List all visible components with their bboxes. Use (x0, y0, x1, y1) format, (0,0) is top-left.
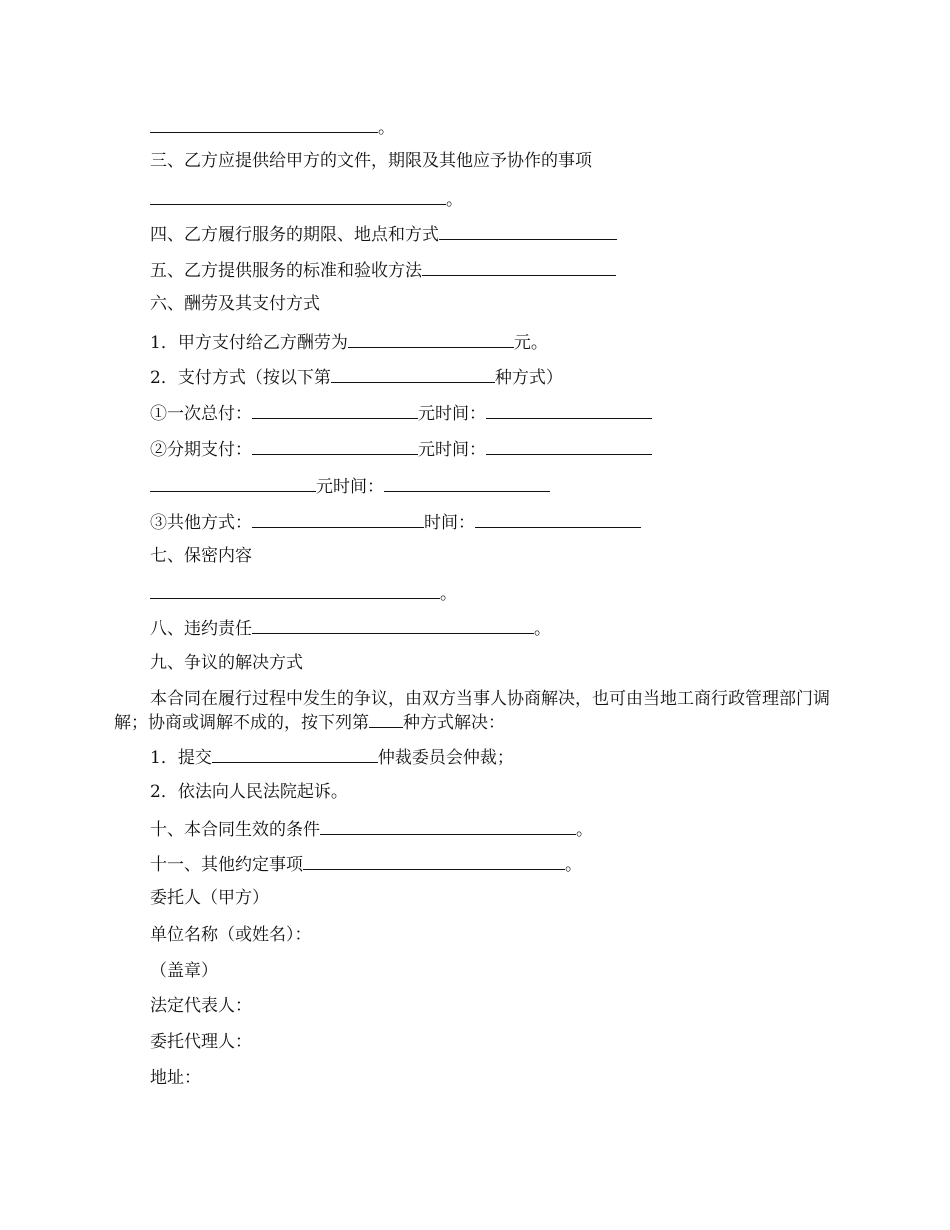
unit-name-label: 单位名称（或姓名）： (150, 925, 312, 945)
period: 。 (378, 118, 395, 138)
clause-11-label: 十一、其他约定事项 (150, 855, 303, 875)
option-label: ②分期支付： (150, 440, 252, 460)
fill-in-blank[interactable] (331, 365, 495, 383)
legal-representative-label: 法定代表人： (150, 996, 252, 1016)
clause-5-label: 五、乙方提供服务的标准和验收方法 (150, 261, 422, 281)
option-time-label: 元时间： (316, 477, 384, 497)
authorized-agent-label: 委托代理人： (150, 1032, 252, 1052)
payment-option-2-continued (150, 474, 550, 498)
period: 。 (446, 190, 463, 210)
fill-in-blank[interactable] (150, 115, 378, 133)
period: 。 (565, 855, 582, 875)
payment-option-2 (150, 437, 652, 461)
fill-in-blank[interactable] (320, 817, 576, 835)
period: 。 (576, 820, 593, 840)
period: 。 (534, 619, 551, 639)
clause-9-paragraph (114, 688, 844, 734)
clause-4-label: 四、乙方履行服务的期限、地点和方式 (150, 225, 439, 245)
clause-8-label: 八、违约责任 (150, 619, 252, 639)
clause-8 (150, 616, 551, 640)
item-label: 2．支付方式（按以下第 (150, 368, 331, 388)
paragraph-text: 本合同在履行过程中发生的争议，由双方当事人协商解决，也可由当地工商行政管理部门调解；协商或调解不成的，按下列第 (114, 689, 830, 733)
fill-in-blank[interactable] (150, 187, 446, 205)
payment-option-1 (150, 401, 652, 425)
item-suffix: 仲裁委员会仲裁； (377, 748, 514, 768)
address-label: 地址： (150, 1068, 201, 1088)
clause-9-item-2: 2．依法向人民法院起诉。 (150, 782, 348, 802)
item-suffix: 元。 (513, 333, 548, 353)
option-label: ①一次总付： (150, 404, 252, 424)
fill-in-blank[interactable] (475, 510, 641, 528)
fill-in-blank[interactable] (252, 510, 424, 528)
fill-in-blank[interactable] (348, 330, 514, 348)
blank-line-continuation (150, 115, 395, 139)
fill-in-blank[interactable] (369, 710, 403, 728)
clause-9-item-1 (150, 745, 514, 769)
item-label: 1．甲方支付给乙方酬劳为 (150, 333, 348, 353)
fill-in-blank[interactable] (486, 437, 652, 455)
option-time-label: 时间： (424, 513, 475, 533)
fill-in-blank[interactable] (422, 258, 616, 276)
clause-6-item-1 (150, 330, 548, 354)
fill-in-blank[interactable] (150, 581, 440, 599)
clause-4 (150, 222, 617, 246)
clause-7-blank-line (150, 581, 457, 605)
fill-in-blank[interactable] (252, 437, 418, 455)
clause-10 (150, 817, 593, 841)
payment-option-3 (150, 510, 641, 534)
clause-9-heading: 九、争议的解决方式 (150, 653, 303, 673)
clause-6-heading: 六、酬劳及其支付方式 (150, 294, 320, 314)
fill-in-blank[interactable] (212, 745, 378, 763)
option-label: ③共他方式： (150, 513, 252, 533)
clause-10-label: 十、本合同生效的条件 (150, 820, 320, 840)
fill-in-blank[interactable] (150, 474, 316, 492)
fill-in-blank[interactable] (303, 852, 565, 870)
item-suffix: 种方式） (494, 368, 563, 388)
clause-6-item-2 (150, 365, 563, 389)
fill-in-blank[interactable] (439, 222, 617, 240)
clause-3-heading: 三、乙方应提供给甲方的文件，期限及其他应予协作的事项 (150, 151, 592, 171)
client-party-heading: 委托人（甲方） (150, 888, 269, 908)
option-time-label: 元时间： (418, 404, 486, 424)
fill-in-blank[interactable] (486, 401, 652, 419)
clause-3-blank-line (150, 187, 463, 211)
clause-7-heading: 七、保密内容 (150, 546, 252, 566)
fill-in-blank[interactable] (252, 616, 534, 634)
seal-label: （盖章） (150, 961, 218, 981)
clause-11 (150, 852, 582, 876)
fill-in-blank[interactable] (252, 401, 418, 419)
item-label: 1．提交 (150, 748, 212, 768)
period: 。 (440, 584, 457, 604)
fill-in-blank[interactable] (384, 474, 550, 492)
option-time-label: 元时间： (418, 440, 486, 460)
paragraph-suffix: 种方式解决： (403, 713, 505, 733)
clause-5 (150, 258, 616, 282)
